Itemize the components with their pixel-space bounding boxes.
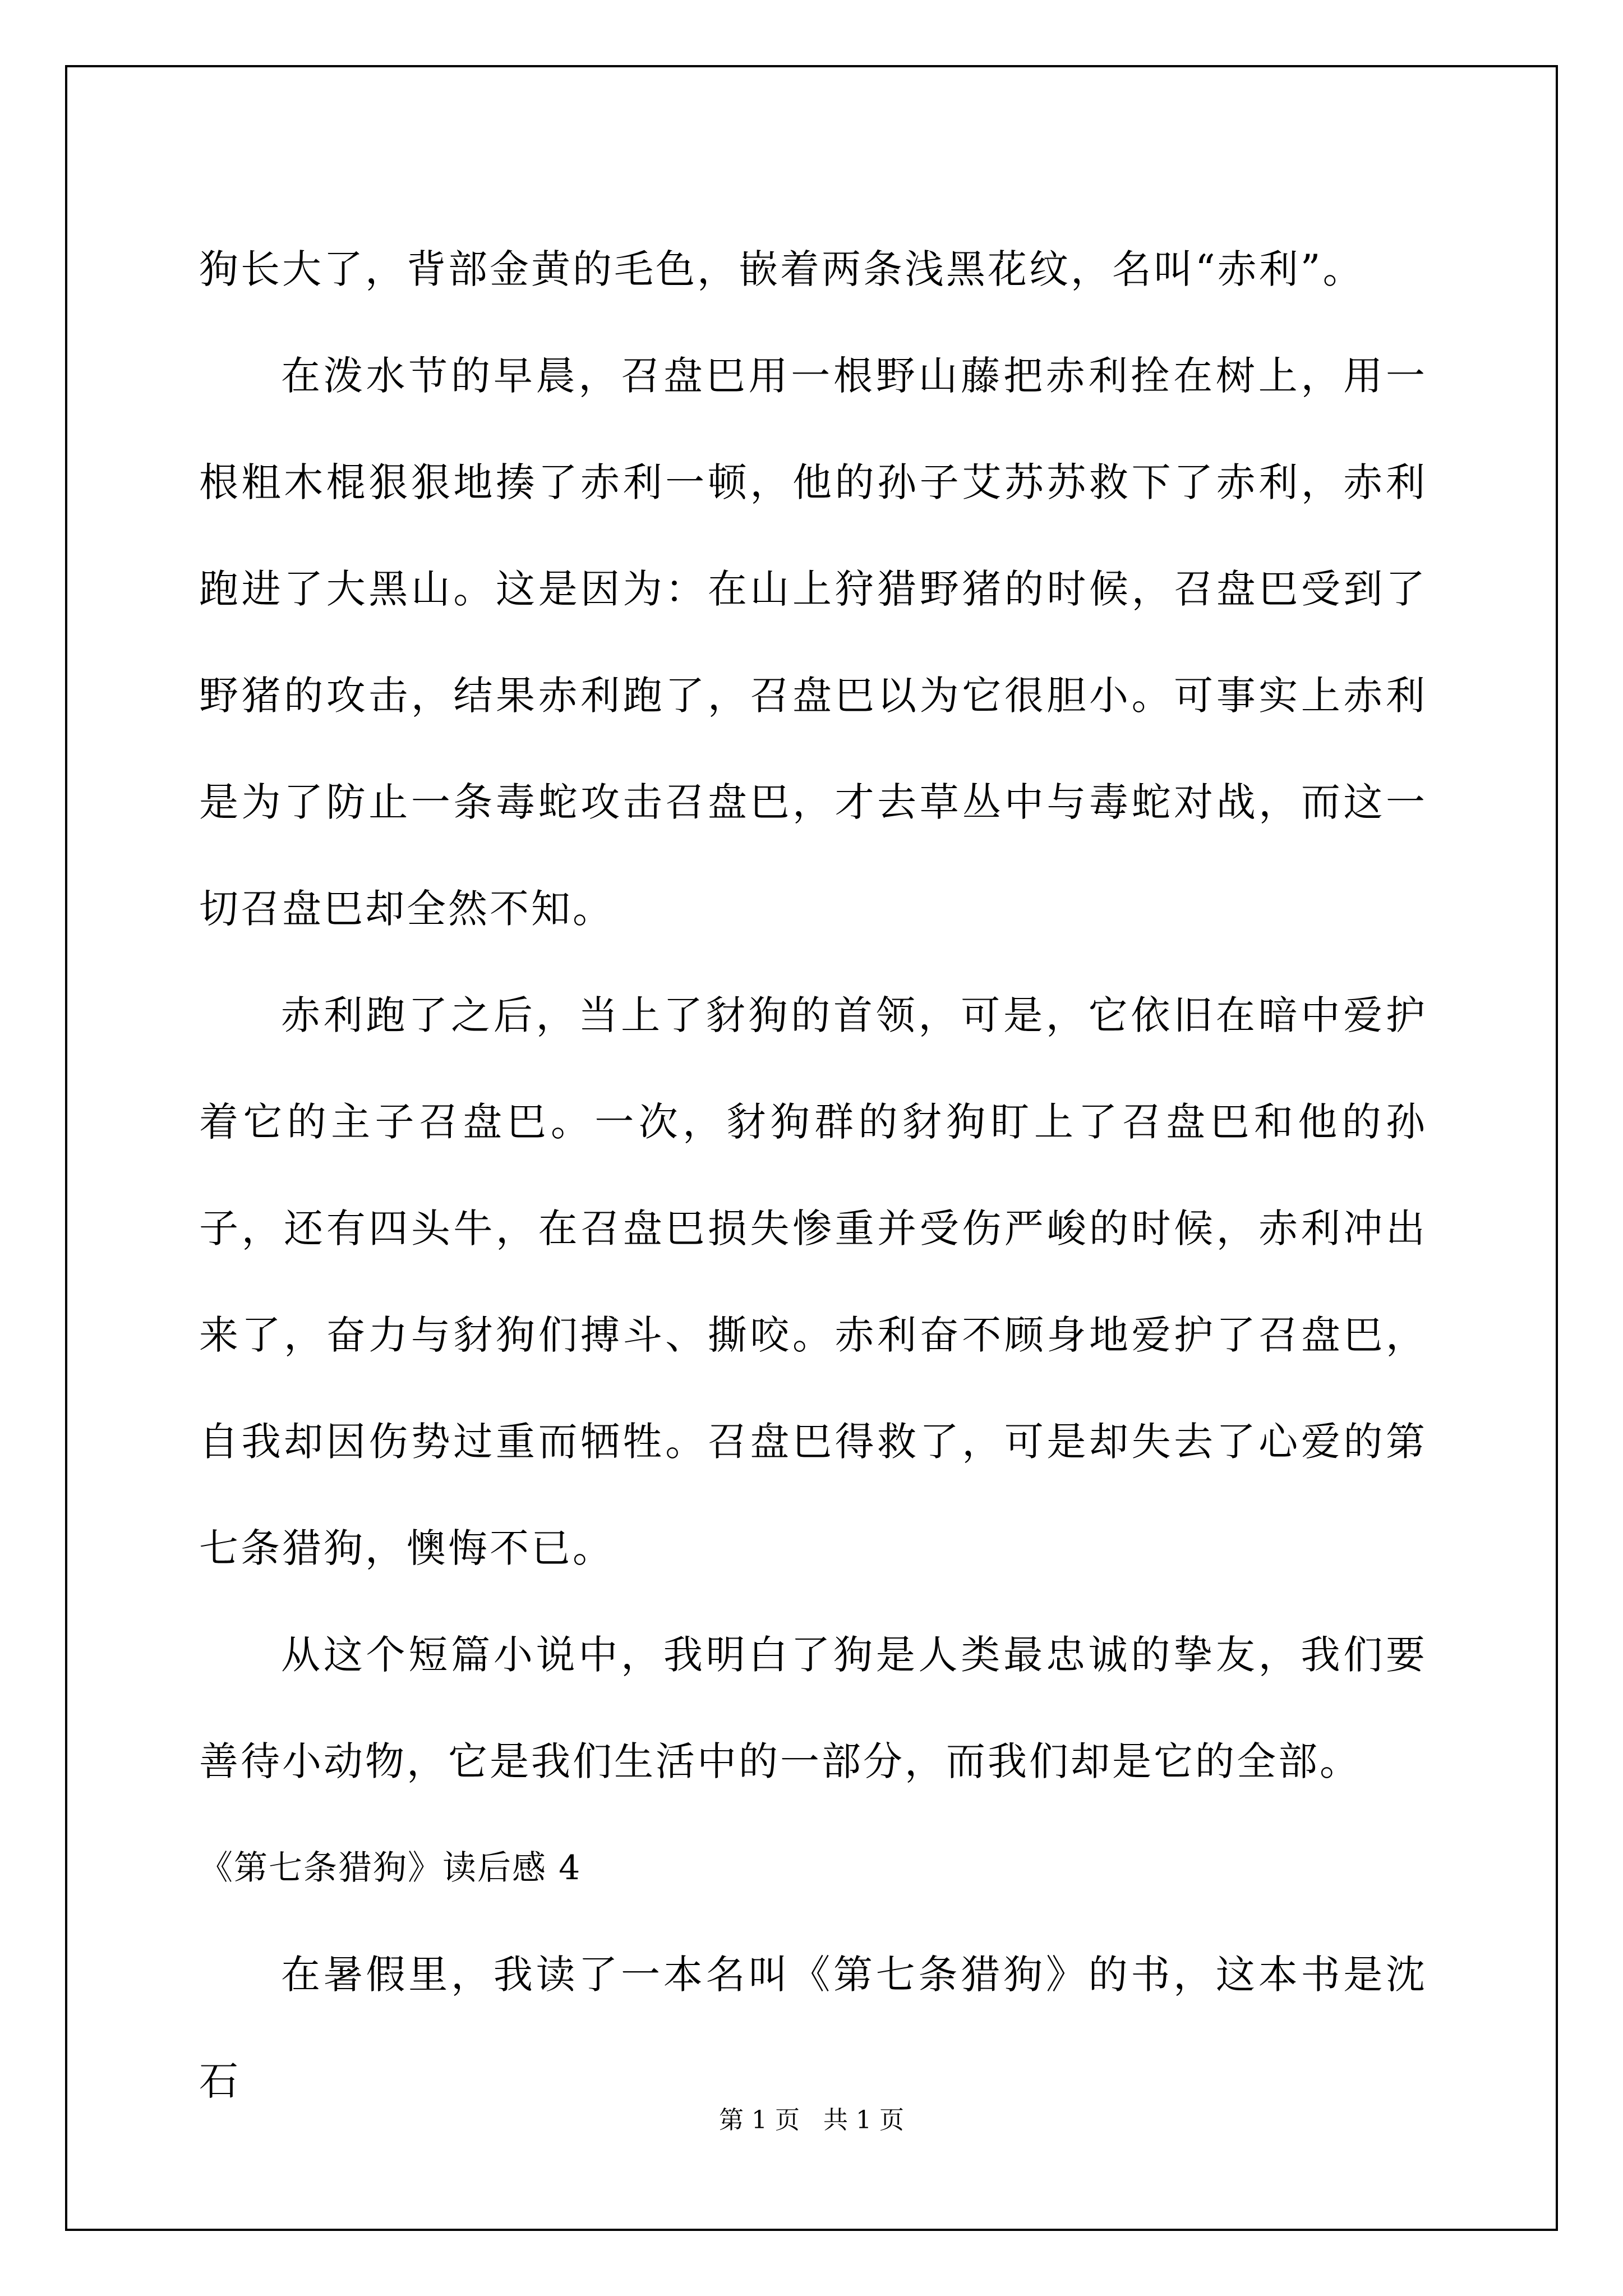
page-number: 第 1 页 (719, 2106, 800, 2134)
page-footer (0, 2104, 1623, 2137)
page-total: 共 1 页 (823, 2106, 904, 2134)
document-body (199, 216, 1427, 2134)
section-heading: 《第七条猎狗》读后感 4 (199, 1848, 582, 1888)
paragraph-3: 赤利跑了之后，当上了豺狗的首领，可是，它依旧在暗中爱护着它的主子召盘巴。一次，豺狗群的豺狗盯上了召盘巴和他的孙子，还有四头牛，在召盘巴损失惨重并受伤严峻的时候，赤利冲出来了，奋力与豺狗们搏斗、撕咬。赤利奋不顾身地爱护了召盘巴，自我却因伤势过重而牺牲。召盘巴得救了，可是却失去了心爱的第七条猎狗，懊悔不已。 (199, 992, 1427, 1571)
paragraph-4: 从这个短篇小说中，我明白了狗是人类最忠诚的挚友，我们要善待小动物，它是我们生活中的一部分，而我们却是它的全部。 (199, 1632, 1427, 1784)
paragraph-1: 狗长大了，背部金黄的毛色，嵌着两条浅黑花纹，名叫“赤利”。 (199, 246, 1364, 292)
paragraph-2: 在泼水节的早晨，召盘巴用一根野山藤把赤利拴在树上，用一根粗木棍狠狠地揍了赤利一顿，他的孙子艾苏苏救下了赤利，赤利跑进了大黑山。这是因为：在山上狩猎野猪的时候，召盘巴受到了野猪的攻击，结果赤利跑了，召盘巴以为它很胆小。可事实上赤利是为了防止一条毒蛇攻击召盘巴，才去草丛中与毒蛇对战，而这一切召盘巴却全然不知。 (199, 353, 1427, 932)
paragraph-5: 在暑假里，我读了一本名叫《第七条猎狗》的书，这本书是沈石 (199, 1952, 1427, 2104)
